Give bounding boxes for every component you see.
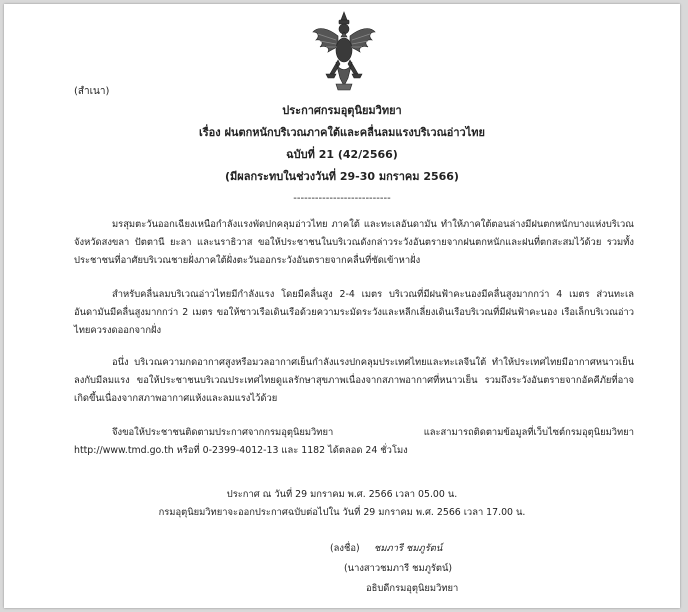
signed-label: (ลงชื่อ) <box>330 543 360 554</box>
document-page <box>4 4 680 608</box>
paragraph-2 <box>74 286 634 340</box>
paragraph-1 <box>74 216 634 270</box>
issue-number: ฉบับที่ 21 (42/2566) <box>286 148 398 161</box>
effective-period: (มีผลกระทบในช่วงวันที่ 29-30 มกราคม 2566) <box>225 170 459 183</box>
paragraph-4 <box>74 424 634 460</box>
paragraph-3 <box>74 354 634 408</box>
divider: --------------------------- <box>293 193 391 204</box>
announcement-title: ประกาศกรมอุตุนิยมวิทยา <box>282 104 402 117</box>
paragraph-2-text: สำหรับคลื่นลมบริเวณอ่าวไทยมีกำลังแรง โดยมีคลื่นสูง 2-4 เมตร บริเวณที่มีฝนฟ้าคะนองมีคลื่นสูงมากกว่า 4 เมตร ส่วนทะเลอันดามันมีคลื่นสูงมากกว่า 2 เมตร ขอให้ชาวเรือเดินเรือด้วยความระมัดระวังและหลีกเลี่ยงเดินเรือบริเวณที่มีฝนฟ้าคะนอง เรือเล็กบริเวณอ่าวไทยควรงดออกจากฝั่ง <box>74 289 634 336</box>
paragraph-1-text: มรสุมตะวันออกเฉียงเหนือกำลังแรงพัดปกคลุมอ่าวไทย ภาคใต้ และทะเลอันดามัน ทำให้ภาคใต้ตอนล่างมีฝนตกหนักบางแห่งบริเวณจังหวัดสงขลา ปัตตานี ยะลา และนราธิวาส ขอให้ประชาชนในบริเวณดังกล่าวระวังอันตรายจากฝนตกหนักและฝนที่ตกสะสมไว้ด้วย รวมทั้งประชาชนที่อาศัยบริเวณชายฝั่งภาคใต้ฝั่งตะวันออกระวังอันตรายจากคลื่นที่ซัดเข้าหาฝั่ง <box>74 219 634 266</box>
signature: ชมภารี ชมภูรัตน์ <box>374 543 443 554</box>
next-issue-note: กรมอุตุนิยมวิทยาจะออกประกาศฉบับต่อไปใน วันที่ 29 มกราคม พ.ศ. 2566 เวลา 17.00 น. <box>158 507 526 518</box>
garuda-emblem-icon <box>310 10 378 92</box>
copy-label: (สำเนา) <box>74 86 110 97</box>
paragraph-3-text: อนึ่ง บริเวณความกดอากาศสูงหรือมวลอากาศเย็นกำลังแรงปกคลุมประเทศไทยและทะเลจีนใต้ ทำให้ประเทศไทยมีอากาศหนาวเย็นลงกับมีลมแรง ขอให้ประชาชนบริเวณประเทศไทยดูแลรักษาสุขภาพเนื่องจากสภาพอากาศที่หนาวเย็น รวมถึงระวังอันตรายจากอัคคีภัยที่อาจเกิดขึ้นเนื่องจากสภาพอากาศแห้งและลมแรงไว้ด้วย <box>74 357 634 404</box>
printed-name: (นางสาวชมภารี ชมภูรัตน์) <box>344 563 453 574</box>
signer-position: อธิบดีกรมอุตุนิยมวิทยา <box>366 583 459 594</box>
announced-date: ประกาศ ณ วันที่ 29 มกราคม พ.ศ. 2566 เวลา 05.00 น. <box>226 489 458 500</box>
announcement-subject: เรื่อง ฝนตกหนักบริเวณภาคใต้และคลื่นลมแรงบริเวณอ่าวไทย <box>199 126 485 139</box>
paragraph-4-text: จึงขอให้ประชาชนติดตามประกาศจากกรมอุตุนิยมวิทยา และสามารถติดตามข้อมูลที่เว็บไซต์กรมอุตุนิยมวิทยา http://www.tmd.go.th หรือที่ 0-2399-4012-13 และ 1182 ได้ตลอด 24 ชั่วโมง <box>74 427 634 456</box>
